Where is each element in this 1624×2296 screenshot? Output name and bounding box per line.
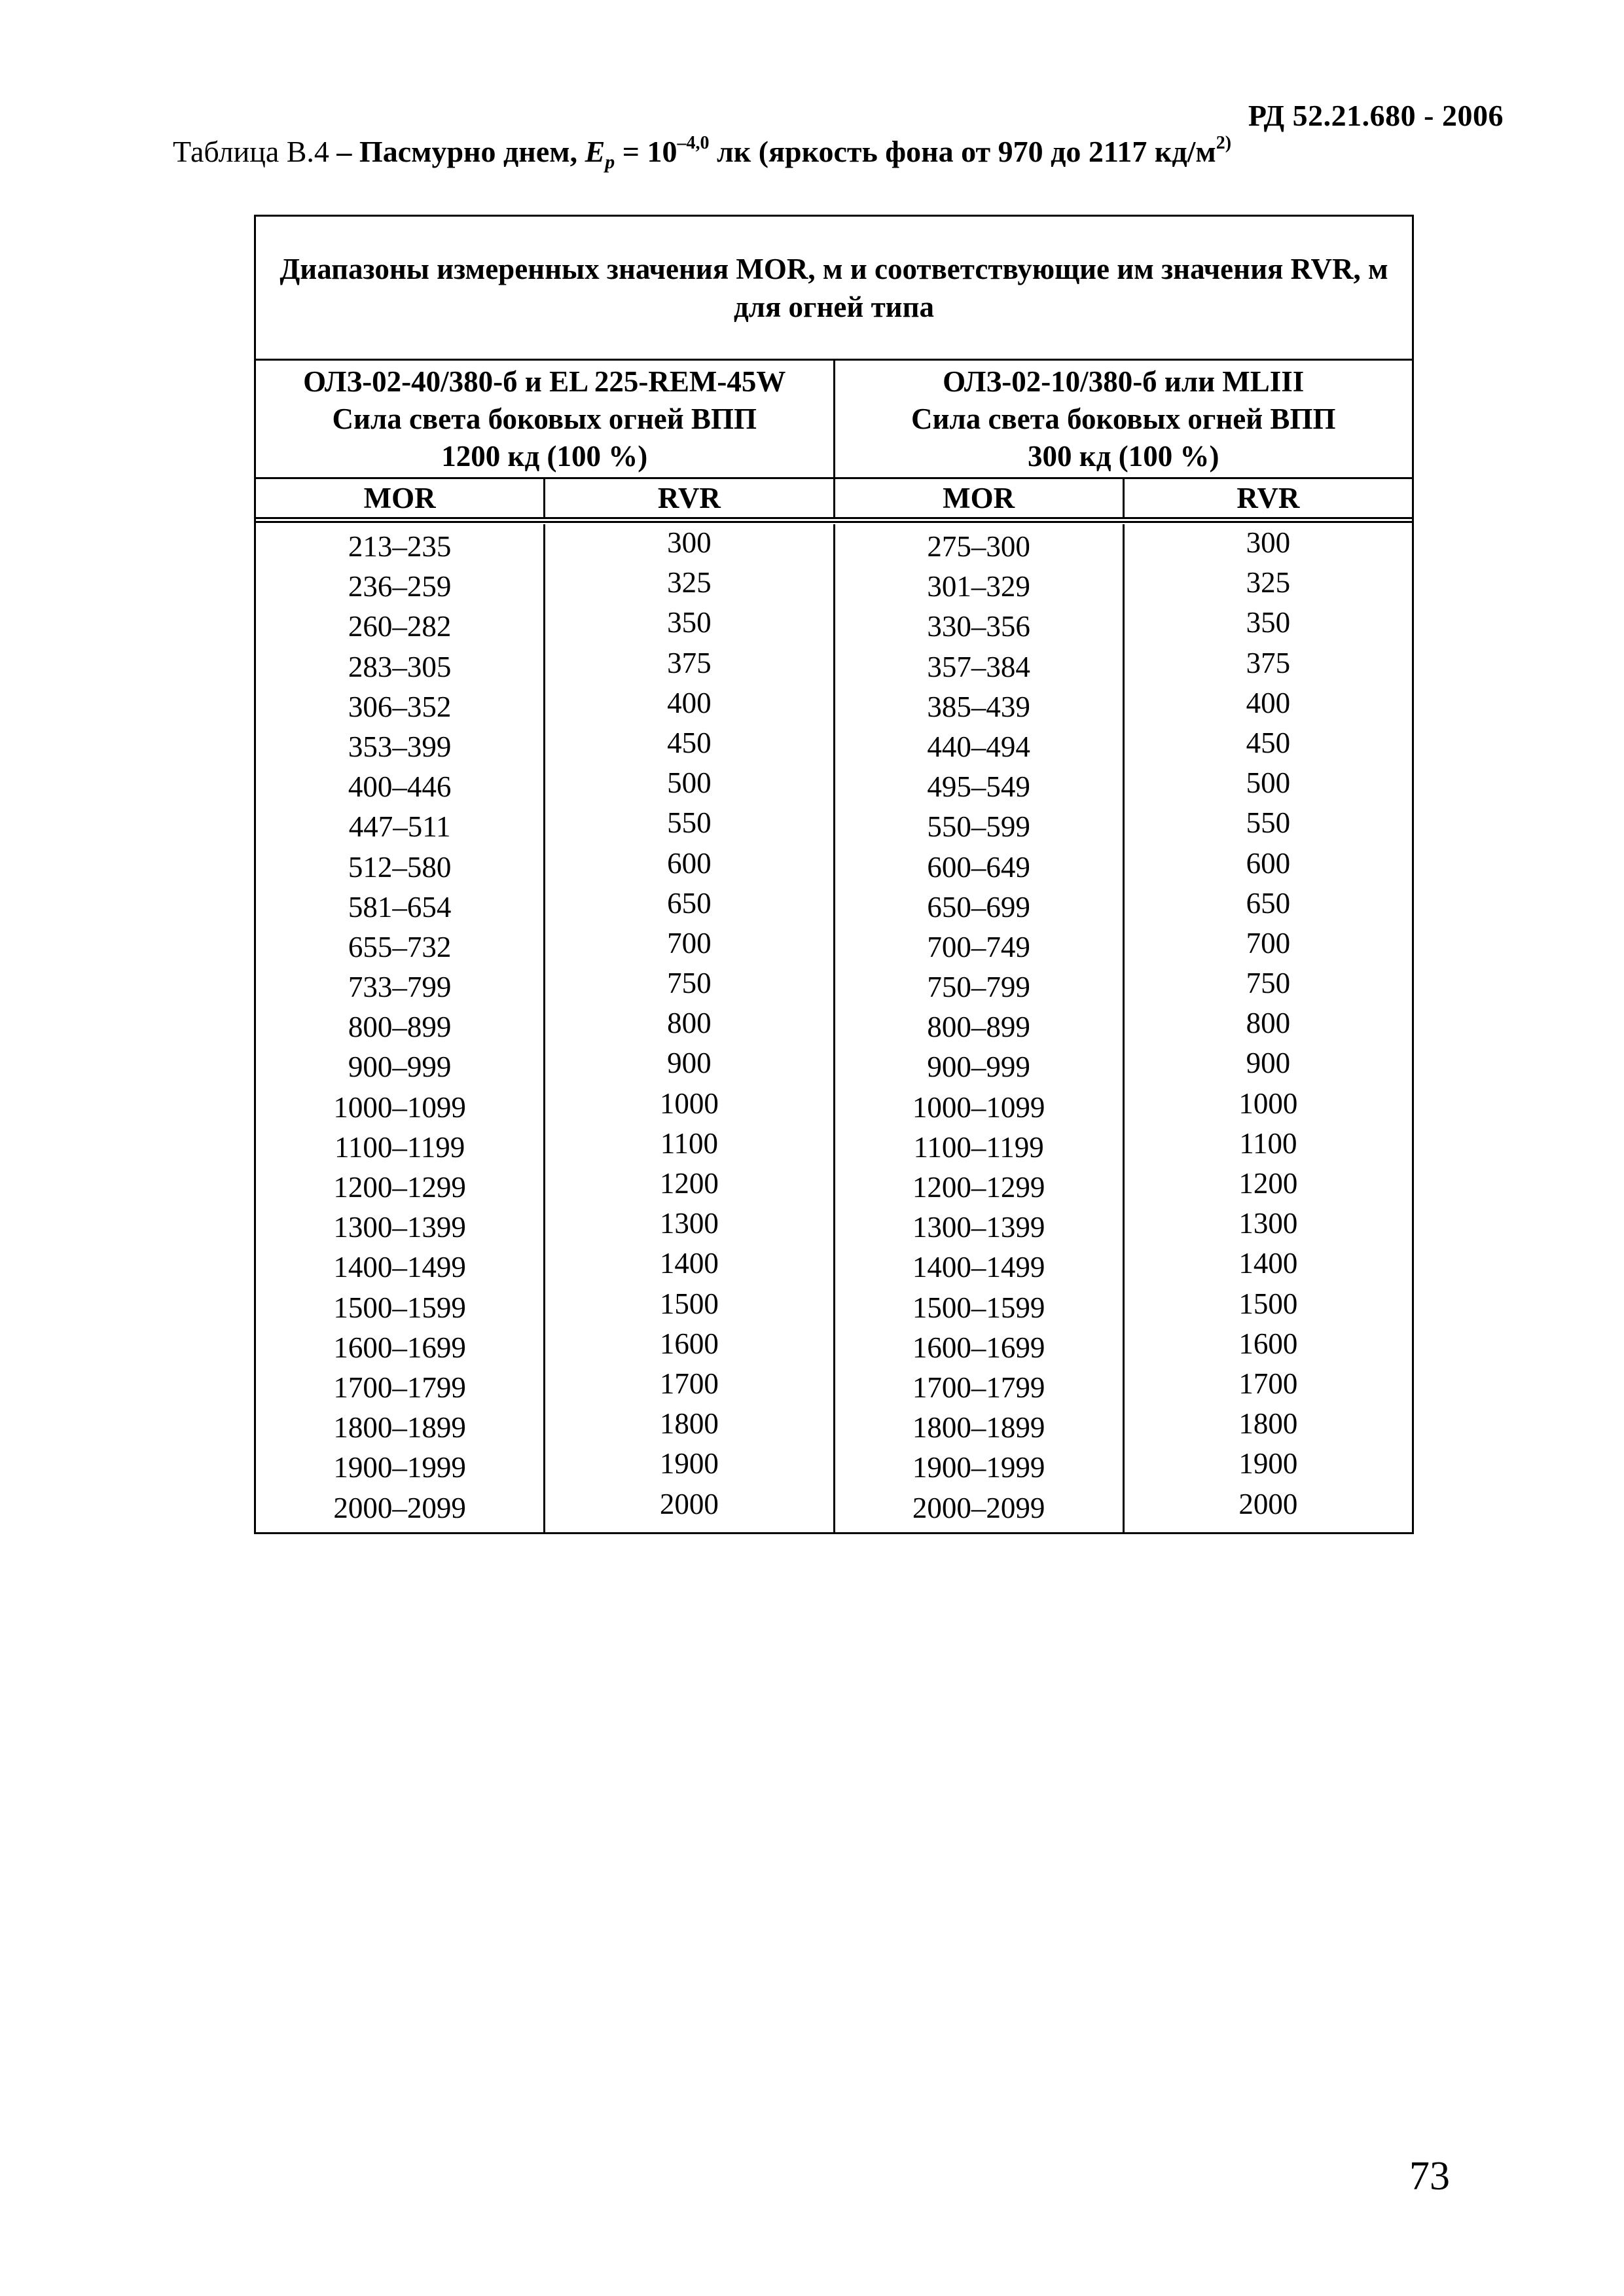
table-cell: 1100–1199 [334, 1130, 465, 1164]
table-cell: 353–399 [348, 730, 452, 763]
table-cell: 450 [1246, 726, 1291, 759]
table-cell: 733–799 [348, 971, 452, 1004]
table-cell: 1100–1199 [913, 1130, 1044, 1164]
table-cell: 1900 [659, 1447, 719, 1480]
table-cell: 500 [1246, 766, 1291, 800]
table-title [173, 133, 1232, 173]
table-cell: 300 [667, 526, 712, 559]
column-header-mor-2: MOR [833, 479, 1123, 517]
table-cell: 600 [1246, 846, 1291, 880]
table-cell: 1900 [1238, 1447, 1298, 1480]
table-cell: 655–732 [348, 930, 452, 963]
table-cell: 650 [667, 886, 712, 920]
table-cell: 1700 [659, 1367, 719, 1400]
table-cell: 1600 [1238, 1327, 1298, 1360]
table-cell: 1300–1399 [912, 1211, 1045, 1244]
table-cell: 750–799 [927, 971, 1030, 1004]
title-after-exponent: лк (яркость фона от 970 до 2117 кд/м [709, 135, 1216, 168]
table-cell: 450 [667, 726, 712, 759]
title-equals: = 10 [615, 135, 677, 168]
table-cell: 650 [1246, 886, 1291, 920]
table-cell: 1200–1299 [912, 1171, 1045, 1204]
table-cell: 750 [667, 967, 712, 1000]
table-cell: 260–282 [348, 610, 452, 643]
table-cell: 1600 [659, 1327, 719, 1360]
table-cell: 2000–2099 [333, 1491, 466, 1524]
group-header-2 [833, 361, 1413, 477]
table-column-headers [256, 479, 1412, 519]
table-cell: 1600–1699 [333, 1331, 466, 1364]
table-label: Таблица В.4 [173, 135, 329, 168]
group2-line3: 300 кд (100 %) [1028, 439, 1219, 473]
table-cell: 600–649 [927, 850, 1030, 884]
table-cell: 900–999 [927, 1050, 1030, 1084]
column-mor-2 [833, 524, 1123, 1532]
table-cell: 1300–1399 [333, 1211, 466, 1244]
table-cell: 1500–1599 [912, 1291, 1045, 1324]
table-cell: 375 [667, 646, 712, 679]
table-cell: 800 [1246, 1007, 1291, 1040]
table-cell: 283–305 [348, 650, 452, 683]
table-cell: 800–899 [927, 1011, 1030, 1044]
title-e-subscript: p [605, 151, 615, 173]
table-cell: 1800–1899 [912, 1411, 1045, 1444]
title-main: Пасмурно днем, [359, 135, 585, 168]
group2-line1: ОЛЗ-02-10/380-б или MLIII [943, 365, 1305, 398]
table-cell: 1400–1499 [333, 1251, 466, 1284]
table-cell: 495–549 [927, 770, 1030, 804]
table-cell: 375 [1246, 646, 1291, 679]
table-cell: 1200 [659, 1167, 719, 1200]
table-group-headers [256, 361, 1412, 479]
table-cell: 1500 [659, 1287, 719, 1320]
table-cell: 350 [667, 606, 712, 639]
table-cell: 550 [1246, 806, 1291, 840]
table-body [256, 519, 1412, 1532]
table-cell: 385–439 [927, 690, 1030, 723]
table-cell: 800–899 [348, 1011, 452, 1044]
title-exponent: –4,0 [677, 133, 710, 153]
document-id: РД 52.21.680 - 2006 [1248, 99, 1504, 132]
table-cell: 1700 [1238, 1367, 1298, 1400]
table-cell: 550 [667, 806, 712, 840]
table-cell: 650–699 [927, 890, 1030, 924]
table-cell: 1300 [1238, 1207, 1298, 1240]
table-cell: 1700–1799 [333, 1371, 466, 1404]
table-cell: 1500 [1238, 1287, 1298, 1320]
table-cell: 275–300 [927, 530, 1030, 563]
column-header-mor-1: MOR [363, 482, 436, 514]
table-cell: 1800 [1238, 1407, 1298, 1441]
table-cell: 550–599 [927, 810, 1030, 844]
table-cell: 1800 [659, 1407, 719, 1441]
table-cell: 2000 [1238, 1487, 1298, 1520]
table-cell: 447–511 [348, 810, 451, 844]
table-cell: 500 [667, 766, 712, 800]
table-cell: 800 [667, 1007, 712, 1040]
table-cell: 512–580 [348, 850, 452, 884]
page-number: 73 [1409, 2154, 1450, 2198]
table-cell: 1700–1799 [912, 1371, 1045, 1404]
group2-line2: Сила света боковых огней ВПП [911, 402, 1336, 435]
table-cell: 350 [1246, 606, 1291, 639]
table-cell: 306–352 [348, 690, 452, 723]
table-cell: 2000 [659, 1487, 719, 1520]
table-cell: 330–356 [927, 610, 1030, 643]
table-cell: 400 [667, 686, 712, 719]
table-cell: 1900–1999 [912, 1451, 1045, 1484]
table-cell: 750 [1246, 967, 1291, 1000]
column-rvr-1 [543, 524, 833, 1532]
table-cell: 236–259 [348, 570, 452, 603]
table-cell: 600 [667, 846, 712, 880]
table-cell: 1000 [1238, 1086, 1298, 1120]
table-cell: 325 [667, 566, 712, 600]
table-cell: 1100 [660, 1126, 719, 1160]
column-header-rvr-1: RVR [543, 479, 833, 517]
table-cell: 2000–2099 [912, 1491, 1045, 1524]
title-dash: – [329, 135, 359, 168]
table-cell: 400 [1246, 686, 1291, 719]
column-header-rvr-2: RVR [1123, 479, 1412, 517]
table-cell: 1000 [659, 1086, 719, 1120]
mor-rvr-table [254, 215, 1414, 1534]
table-cell: 1200–1299 [333, 1171, 466, 1204]
table-cell: 400–446 [348, 770, 452, 804]
table-cell: 1800–1899 [333, 1411, 466, 1444]
title-e-symbol: E [585, 135, 605, 168]
table-cell: 1500–1599 [333, 1291, 466, 1324]
table-cell: 900 [667, 1047, 712, 1080]
table-cell: 1300 [659, 1207, 719, 1240]
group1-line1: ОЛЗ-02-40/380-б и EL 225-REM-45W [303, 365, 786, 398]
table-cell: 1600–1699 [912, 1331, 1045, 1364]
table-cell: 213–235 [348, 530, 452, 563]
table-cell: 900–999 [348, 1050, 452, 1084]
table-cell: 357–384 [927, 650, 1030, 683]
table-cell: 1100 [1239, 1126, 1297, 1160]
table-cell: 700 [667, 926, 712, 960]
table-cell: 300 [1246, 526, 1291, 559]
table-cell: 440–494 [927, 730, 1030, 763]
column-rvr-2 [1123, 524, 1412, 1532]
column-mor-1 [256, 524, 543, 1532]
group1-line3: 1200 кд (100 %) [441, 439, 648, 473]
table-cell: 1400–1499 [912, 1251, 1045, 1284]
group1-line2: Сила света боковых огней ВПП [332, 402, 757, 435]
table-cell: 700 [1246, 926, 1291, 960]
table-cell: 700–749 [927, 930, 1030, 963]
title-unit-exponent: 2) [1216, 133, 1232, 153]
table-cell: 581–654 [348, 890, 452, 924]
table-cell: 1000–1099 [912, 1090, 1045, 1124]
table-cell: 1400 [659, 1247, 719, 1280]
table-cell: 1200 [1238, 1167, 1298, 1200]
table-cell: 1000–1099 [333, 1090, 466, 1124]
group-header-1 [256, 361, 833, 477]
table-cell: 325 [1246, 566, 1291, 600]
table-cell: 900 [1246, 1047, 1291, 1080]
table-cell: 301–329 [927, 570, 1030, 603]
table-main-header: Диапазоны измеренных значения MOR, м и соответствующие им значения RVR, м для огней типа [256, 217, 1412, 361]
table-cell: 1400 [1238, 1247, 1298, 1280]
table-cell: 1900–1999 [333, 1451, 466, 1484]
